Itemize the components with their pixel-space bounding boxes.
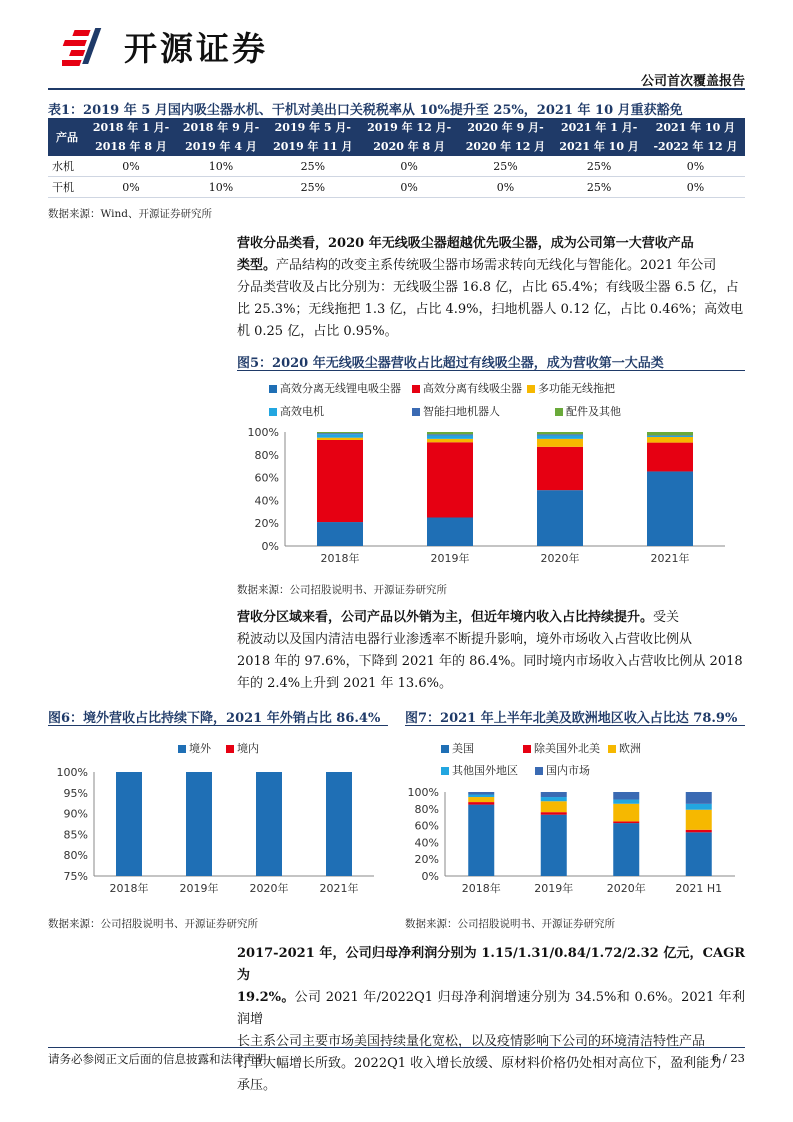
bar-segment bbox=[537, 432, 583, 434]
bar-segment bbox=[317, 440, 363, 522]
y-tick-label: 80% bbox=[414, 802, 439, 816]
bar-segment bbox=[317, 432, 363, 433]
tariff-table bbox=[48, 118, 745, 198]
paragraph-category: 营收分品类看，2020 年无线吸尘器超越优先吸尘器，成为公司第一大营收产品 类型。产品结构的改变主系传统吸尘器市场需求转向无线化与智能化。2021 年公司 分品类营收及占比分别为：无线吸尘器 16.8 亿，占比 65.4%；有线吸尘器 6.5 亿，占 比 25.3%；无线拖把 1.3 亿，占比 4.9%，扫地机器人 0.12 亿，占比 0.46%；高效电 机 0.25 亿，占比 0.95%。 bbox=[237, 236, 744, 339]
x-tick-label: 2019年 bbox=[534, 882, 574, 895]
bar-segment bbox=[468, 795, 494, 798]
table-cell: 0% bbox=[86, 156, 176, 177]
bar-segment bbox=[317, 438, 363, 440]
bar-segment bbox=[537, 434, 583, 435]
table-header-period: 2021 年 10 月 -2022 年 12 月 bbox=[646, 118, 745, 156]
table-header-period: 2019 年 5 月- 2019 年 11 月 bbox=[266, 118, 360, 156]
table-row-label: 水机 bbox=[48, 156, 86, 177]
fig6-chart bbox=[48, 762, 388, 902]
bar-segment bbox=[647, 437, 693, 443]
fig5-chart bbox=[237, 424, 745, 574]
bar-segment bbox=[427, 435, 473, 438]
fig6-caption-rule bbox=[48, 725, 388, 726]
fig5-source: 数据来源：公司招股说明书、开源证券研究所 bbox=[237, 584, 447, 596]
bar-segment bbox=[537, 435, 583, 438]
table-cell: 0% bbox=[86, 177, 176, 198]
bar-segment bbox=[613, 821, 639, 823]
bar-segment bbox=[686, 804, 712, 810]
bar-segment bbox=[317, 522, 363, 546]
table-header-period: 2019 年 12 月- 2020 年 8 月 bbox=[360, 118, 459, 156]
bar-segment bbox=[541, 792, 567, 797]
bar-segment bbox=[541, 812, 567, 815]
y-tick-label: 100% bbox=[247, 426, 279, 439]
y-tick-label: 100% bbox=[56, 766, 88, 779]
bar-segment bbox=[468, 797, 494, 802]
table-cell: 0% bbox=[360, 156, 459, 177]
paragraph-bold: 类型。 bbox=[237, 258, 277, 273]
fig6-legend bbox=[48, 740, 388, 760]
table-cell: 25% bbox=[552, 177, 646, 198]
header-divider bbox=[48, 88, 745, 90]
legend-item: 智能扫地机器人 bbox=[412, 403, 500, 419]
table-cell: 0% bbox=[360, 177, 459, 198]
bar-segment bbox=[326, 772, 352, 876]
bar-segment bbox=[537, 447, 583, 490]
legend-item: 高效分离有线吸尘器 bbox=[412, 380, 522, 396]
paragraph-region: 营收分区域来看，公司产品以外销为主，但近年境内收入占比持续提升。受关 税波动以及国内清洁电器行业渗透率不断提升影响，境外市场收入占营收比例从 2018 年的 97.6%，下降到 2021 年的 86.4%。同时境内市场收入占营收比例从 2018 年的 2.4%上升到 2021 年 13.6%。 bbox=[237, 610, 743, 691]
legend-item: 境内 bbox=[226, 740, 259, 756]
x-tick-label: 2019年 bbox=[430, 552, 470, 565]
legend-item: 高效分离无线锂电吸尘器 bbox=[269, 380, 401, 396]
bar-segment bbox=[613, 800, 639, 804]
table-cell: 0% bbox=[646, 177, 745, 198]
table-header-row bbox=[48, 118, 745, 156]
bar-segment bbox=[647, 436, 693, 437]
legend-item: 除美国外北美 bbox=[523, 740, 600, 756]
x-tick-label: 2020年 bbox=[249, 882, 289, 895]
y-tick-label: 60% bbox=[414, 819, 439, 833]
legend-item: 其他国外地区 bbox=[441, 762, 518, 778]
table-cell: 25% bbox=[552, 156, 646, 177]
paragraph-bold: 2017-2021 年，公司归母净利润分别为 1.15/1.31/0.84/1.72/2.32 亿元，CAGR 为 bbox=[237, 946, 745, 983]
bar-segment bbox=[686, 810, 712, 830]
table-row bbox=[48, 177, 745, 198]
report-type: 公司首次覆盖报告 bbox=[640, 74, 745, 89]
legend-item: 欧洲 bbox=[608, 740, 641, 756]
bar-segment bbox=[427, 439, 473, 442]
bar-segment bbox=[686, 832, 712, 876]
table-row bbox=[48, 156, 745, 177]
fig5-legend bbox=[237, 376, 745, 426]
table-header-product: 产品 bbox=[48, 118, 86, 156]
x-tick-label: 2018年 bbox=[461, 882, 501, 895]
bar-segment bbox=[613, 823, 639, 876]
bar-segment bbox=[317, 433, 363, 434]
paragraph-bold: 19.2%。 bbox=[237, 990, 295, 1005]
table-cell: 0% bbox=[459, 177, 553, 198]
x-tick-label: 2018年 bbox=[109, 882, 149, 895]
x-tick-label: 2021 H1 bbox=[675, 882, 723, 895]
paragraph-bold: 营收分品类看，2020 年无线吸尘器超越优先吸尘器，成为公司第一大营收产品 bbox=[237, 236, 694, 251]
fig7-caption-rule bbox=[405, 725, 745, 726]
y-tick-label: 100% bbox=[407, 786, 439, 799]
bar-segment bbox=[427, 442, 473, 517]
bar-segment bbox=[468, 792, 494, 795]
legend-item: 国内市场 bbox=[535, 762, 590, 778]
bar-segment bbox=[186, 772, 212, 876]
legend-item: 美国 bbox=[441, 740, 474, 756]
bar-segment bbox=[647, 435, 693, 436]
table-header-period: 2020 年 9 月- 2020 年 12 月 bbox=[459, 118, 553, 156]
bar-segment bbox=[427, 518, 473, 547]
table-row-label: 干机 bbox=[48, 177, 86, 198]
table-cell: 10% bbox=[176, 156, 266, 177]
bar-segment bbox=[468, 805, 494, 876]
fig6-caption: 图6：境外营收占比持续下降，2021 年外销占比 86.4% bbox=[48, 711, 381, 726]
brand-name: 开源证券 bbox=[124, 29, 268, 68]
x-tick-label: 2020年 bbox=[540, 552, 580, 565]
y-tick-label: 75% bbox=[63, 870, 88, 883]
paragraph-profit: 2017-2021 年，公司归母净利润分别为 1.15/1.31/0.84/1.72/2.32 亿元，CAGR 为 19.2%。公司 2021 年/2022Q1 归母净利润增速分别为 34.5%和 0.6%。2021 年利润增 长主系公司主要市场美国持续量化宽松，以及疫情影响下公司的环境清洁特性产品 订单大幅增长所致。2022Q1 收入增长放缓、原材料价格仍处相对高位下，盈利能力 承压。 bbox=[237, 946, 745, 1093]
y-tick-label: 85% bbox=[63, 828, 88, 842]
table-cell: 0% bbox=[646, 156, 745, 177]
y-tick-label: 95% bbox=[63, 786, 88, 800]
bar-segment bbox=[116, 772, 142, 876]
table-header-period: 2018 年 9 月- 2019 年 4 月 bbox=[176, 118, 266, 156]
footer-disclaimer: 请务必参阅正文后面的信息披露和法律声明 bbox=[48, 1052, 267, 1066]
x-tick-label: 2018年 bbox=[320, 552, 360, 565]
page-number: 6 / 23 bbox=[711, 1051, 745, 1065]
fig7-chart bbox=[405, 782, 745, 902]
paragraph-bold: 营收分区域来看，公司产品以外销为主，但近年境内收入占比持续提升。 bbox=[237, 610, 654, 625]
y-tick-label: 20% bbox=[254, 517, 279, 531]
bar-segment bbox=[686, 830, 712, 833]
table-cell: 25% bbox=[266, 177, 360, 198]
y-tick-label: 80% bbox=[254, 448, 279, 462]
bar-segment bbox=[427, 434, 473, 435]
fig7-caption: 图7：2021 年上半年北美及欧洲地区收入占比达 78.9% bbox=[405, 711, 738, 726]
bar-segment bbox=[537, 439, 583, 447]
x-tick-label: 2021年 bbox=[319, 882, 359, 895]
table1-source: 数据来源：Wind、开源证券研究所 bbox=[48, 208, 212, 220]
table-cell: 10% bbox=[176, 177, 266, 198]
fig6-source: 数据来源：公司招股说明书、开源证券研究所 bbox=[48, 918, 258, 930]
legend-item: 多功能无线拖把 bbox=[527, 380, 615, 396]
bar-segment bbox=[468, 802, 494, 805]
bar-segment bbox=[537, 490, 583, 546]
y-tick-label: 40% bbox=[254, 494, 279, 508]
bar-segment bbox=[256, 772, 282, 876]
y-tick-label: 80% bbox=[63, 849, 88, 863]
fig7-legend bbox=[405, 740, 745, 780]
bar-segment bbox=[541, 801, 567, 812]
bar-segment bbox=[647, 471, 693, 546]
footer-divider bbox=[48, 1047, 745, 1048]
legend-item: 境外 bbox=[178, 740, 211, 756]
y-tick-label: 0% bbox=[261, 540, 279, 553]
y-tick-label: 90% bbox=[63, 807, 88, 821]
bar-segment bbox=[647, 443, 693, 472]
y-tick-label: 20% bbox=[414, 853, 439, 867]
x-tick-label: 2019年 bbox=[179, 882, 219, 895]
legend-item: 高效电机 bbox=[269, 403, 324, 419]
legend-item: 配件及其他 bbox=[555, 403, 621, 419]
x-tick-label: 2020年 bbox=[606, 882, 646, 895]
fig5-caption-rule bbox=[237, 370, 745, 372]
fig7-source: 数据来源：公司招股说明书、开源证券研究所 bbox=[405, 918, 615, 930]
brand-logo bbox=[62, 26, 292, 72]
table1-caption: 表1：2019 年 5 月国内吸尘器水机、干机对美出口关税税率从 10%提升至 25%，2021 年 10 月重获豁免 bbox=[48, 103, 683, 118]
y-tick-label: 60% bbox=[254, 471, 279, 485]
bar-segment bbox=[613, 804, 639, 822]
y-tick-label: 0% bbox=[421, 870, 439, 883]
bar-segment bbox=[317, 434, 363, 437]
bar-segment bbox=[686, 792, 712, 804]
table-header-period: 2018 年 1 月- 2018 年 8 月 bbox=[86, 118, 176, 156]
x-tick-label: 2021年 bbox=[650, 552, 690, 565]
bar-segment bbox=[427, 432, 473, 434]
bar-segment bbox=[647, 432, 693, 435]
table-cell: 25% bbox=[266, 156, 360, 177]
fig5-caption: 图5：2020 年无线吸尘器营收占比超过有线吸尘器，成为营收第一大品类 bbox=[237, 356, 664, 371]
table-cell: 25% bbox=[459, 156, 553, 177]
brand-mark-icon bbox=[62, 26, 118, 72]
bar-segment bbox=[613, 792, 639, 800]
bar-segment bbox=[541, 797, 567, 801]
bar-segment bbox=[541, 815, 567, 876]
table-header-period: 2021 年 1 月- 2021 年 10 月 bbox=[552, 118, 646, 156]
y-tick-label: 40% bbox=[414, 836, 439, 850]
